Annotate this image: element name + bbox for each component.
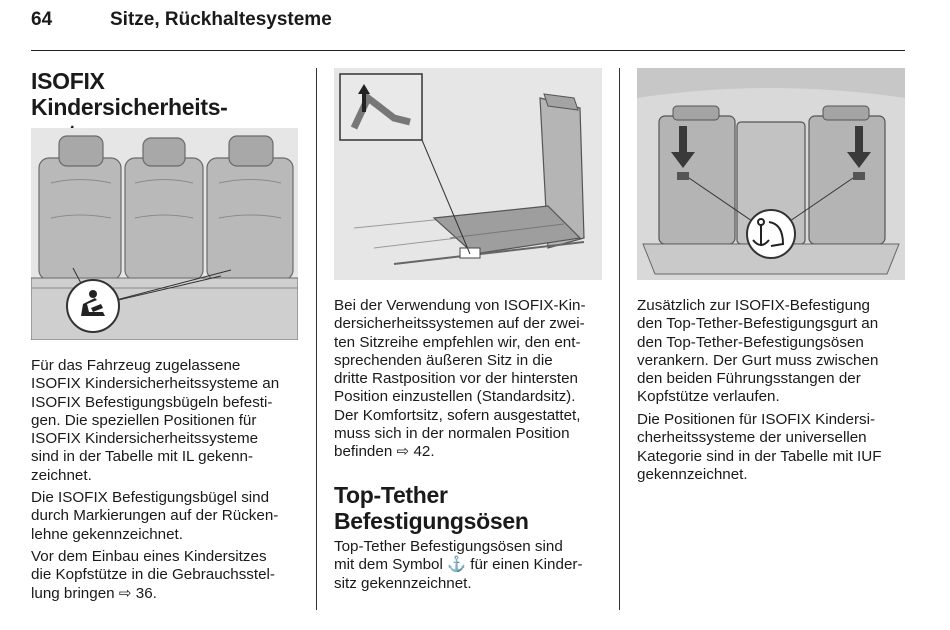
text-line: mit dem Symbol ⚓ für einen Kinder-: [334, 556, 583, 574]
text-line: sind in der Tabelle mit IL gekenn-: [31, 448, 254, 466]
text-line: Die ISOFIX Befestigungsbügel sind: [31, 489, 270, 506]
text-line: Top-Tether Befestigungsösen sind: [334, 538, 563, 555]
heading-line: Befestigungsösen: [334, 508, 529, 534]
text-line: ISOFIX Kindersicherheitssysteme: [31, 430, 259, 448]
col3-para-1: [637, 297, 912, 407]
text-line: den Top-Tether-Befestigungsösen: [637, 333, 864, 351]
text-line: den beiden Führungsstangen der: [637, 370, 861, 388]
text-line: lung bringen ⇨ 36.: [31, 584, 157, 602]
text-line: cherheitssysteme der universellen: [637, 429, 867, 447]
col1-para-2: [31, 489, 306, 544]
col2-para-1: [334, 297, 612, 462]
text-line: befinden ⇨ 42.: [334, 443, 435, 461]
col1-para-1: [31, 357, 306, 485]
header-rule: [31, 50, 905, 51]
text-line: verankern. Der Gurt muss zwischen: [637, 351, 879, 369]
text-line: ISOFIX Kindersicherheitssysteme an: [31, 375, 280, 393]
heading-line: Top-Tether: [334, 482, 448, 508]
column-divider-2: [619, 68, 620, 610]
text-line: sprechenden äußeren Sitz in die: [334, 351, 553, 369]
text-line: lehne gekennzeichnet.: [31, 525, 183, 543]
heading-line: ISOFIX Kindersicherheits-: [31, 68, 228, 120]
top-tether-cargo-illustration: [637, 68, 905, 280]
text-line: ISOFIX Befestigungsbügeln befesti-: [31, 393, 273, 411]
column-divider-1: [316, 68, 317, 610]
text-line: durch Markierungen auf der Rücken-: [31, 507, 279, 525]
text-line: Vor dem Einbau eines Kindersitzes: [31, 548, 267, 565]
text-line: Bei der Verwendung von ISOFIX-Kin-: [334, 297, 586, 314]
section-title: Sitze, Rückhaltesysteme: [110, 9, 332, 30]
text-line: die Kopfstütze in die Gebrauchsstel-: [31, 566, 275, 584]
text-line: Für das Fahrzeug zugelassene: [31, 357, 241, 374]
text-line: dersicherheitssystemen auf der zwei-: [334, 315, 585, 333]
text-line: Zusätzlich zur ISOFIX-Befestigung: [637, 297, 870, 314]
text-line: sitz gekennzeichnet.: [334, 574, 472, 592]
text-line: Position einzustellen (Standardsitz).: [334, 388, 576, 406]
isofix-rear-bench-illustration: [31, 128, 298, 340]
text-line: gen. Die speziellen Positionen für: [31, 411, 257, 429]
text-line: gekennzeichnet.: [637, 465, 748, 483]
page-number: 64: [31, 9, 53, 30]
top-tether-heading: [334, 482, 612, 534]
text-line: Der Komfortsitz, sofern ausgestattet,: [334, 406, 581, 424]
text-line: Die Positionen für ISOFIX Kindersi-: [637, 411, 876, 428]
text-line: muss sich in der normalen Position: [334, 425, 570, 443]
text-line: Kategorie sind in der Tabelle mit IUF: [637, 447, 882, 465]
text-line: Kopfstütze verlaufen.: [637, 388, 780, 406]
text-line: ten Sitzreihe empfehlen wir, den ent-: [334, 333, 581, 351]
col1-para-3: [31, 548, 306, 603]
text-line: zeichnet.: [31, 466, 92, 484]
text-line: dritte Rastposition vor der hintersten: [334, 370, 578, 388]
top-tether-heading-block: [334, 482, 612, 534]
seat-adjust-illustration: [334, 68, 602, 280]
col3-para-2: [637, 411, 912, 484]
col2-para-2: [334, 538, 612, 593]
text-line: den Top-Tether-Befestigungsgurt an: [637, 315, 879, 333]
